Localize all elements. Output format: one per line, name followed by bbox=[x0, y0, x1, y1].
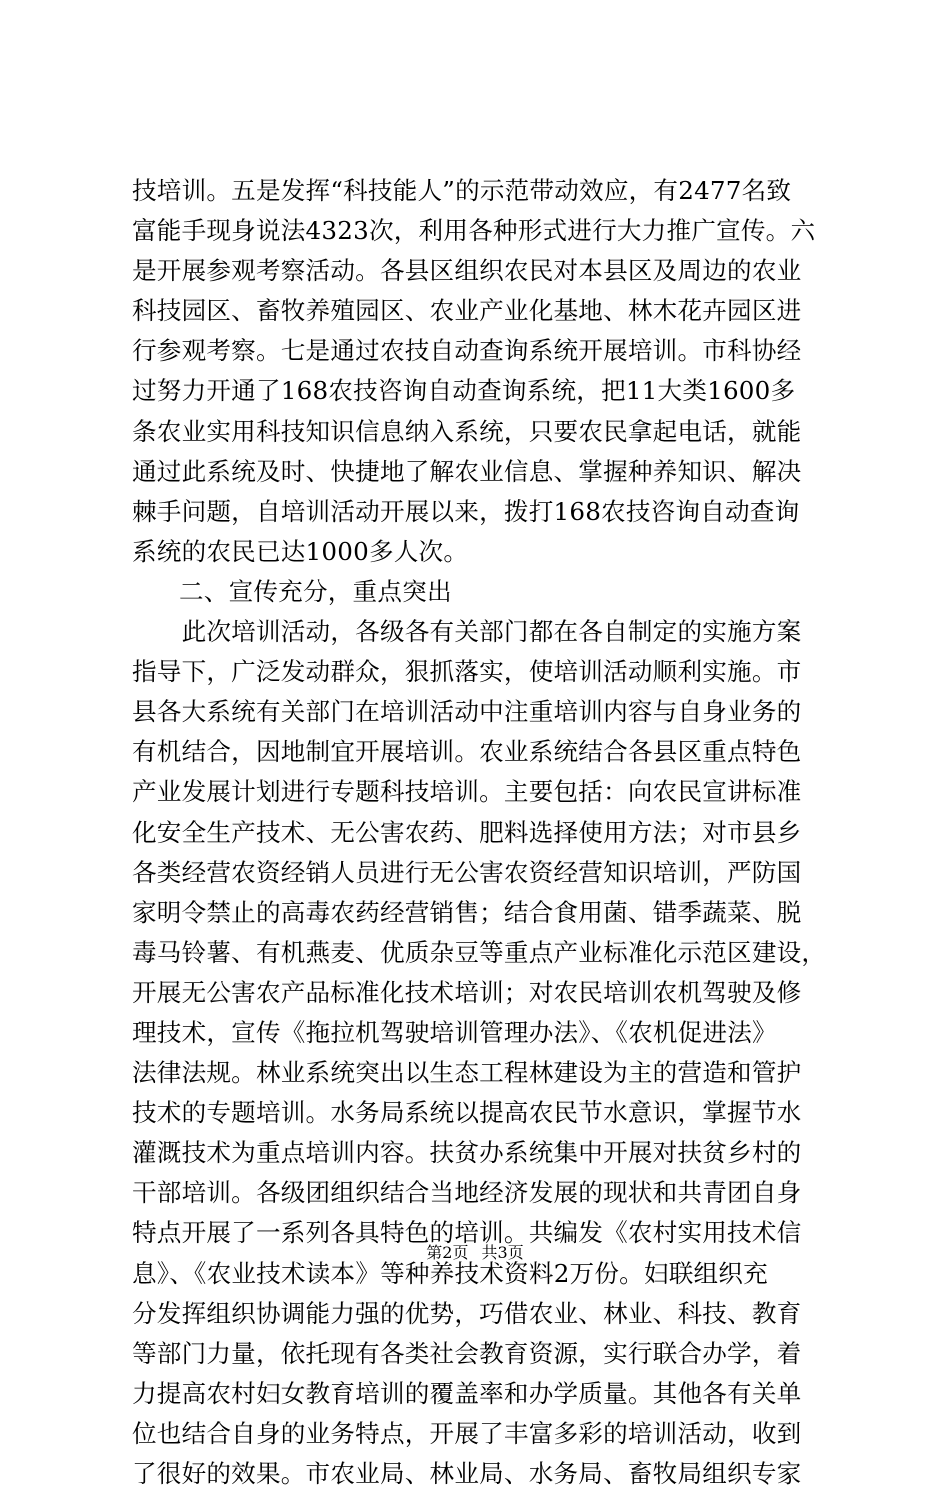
section-line: 开展无公害农产品标准化技术培训；对农民培训农机驾驶及修 bbox=[132, 977, 802, 1007]
section-line: 了很好的效果。市农业局、林业局、水务局、畜牧局组织专家 bbox=[132, 1459, 802, 1488]
section-line: 各类经营农资经销人员进行无公害农资经营知识培训，严防国 bbox=[132, 857, 802, 887]
section-line: 家明令禁止的高毒农药经营销售；结合食用菌、错季蔬菜、脱 bbox=[132, 897, 802, 927]
section-line: 指导下，广泛发动群众，狠抓落实，使培训活动顺利实施。市 bbox=[132, 657, 802, 687]
body-line: 系统的农民已达1000多人次。 bbox=[132, 536, 469, 566]
section-heading: 二、宣传充分，重点突出 bbox=[179, 576, 452, 606]
section-line: 有机结合，因地制宜开展培训。农业系统结合各县区重点特色 bbox=[132, 737, 802, 767]
page-total: 共3页 bbox=[481, 1243, 524, 1262]
body-line: 棘手问题，自培训活动开展以来，拨打168农技咨询自动查询 bbox=[132, 496, 800, 526]
body-line: 过努力开通了168农技咨询自动查询系统，把11大类1600多 bbox=[132, 376, 796, 406]
section-line: 技术的专题培训。水务局系统以提高农民节水意识，掌握节水 bbox=[132, 1098, 802, 1128]
body-line: 条农业实用科技知识信息纳入系统，只要农民拿起电话，就能 bbox=[132, 416, 802, 446]
body-line: 是开展参观考察活动。各县区组织农民对本县区及周边的农业 bbox=[132, 256, 802, 286]
body-line: 技培训。五是发挥“科技能人”的示范带动效应，有2477名致 bbox=[132, 176, 792, 205]
body-line: 富能手现身说法4323次，利用各种形式进行大力推广宣传。六 bbox=[132, 216, 816, 246]
section-line: 特点开展了一系列各具特色的培训。共编发《农村实用技术信 bbox=[132, 1218, 802, 1248]
section-line: 法律法规。林业系统突出以生态工程林建设为主的营造和管护 bbox=[132, 1058, 802, 1088]
page-number: 第2页 bbox=[426, 1243, 469, 1262]
section-line: 灌溉技术为重点培训内容。扶贫办系统集中开展对扶贫乡村的 bbox=[132, 1138, 802, 1168]
section-line: 理技术，宣传《拖拉机驾驶培训管理办法》、《农机促进法》 bbox=[132, 1017, 777, 1047]
page-footer bbox=[0, 1243, 950, 1263]
section-line: 分发挥组织协调能力强的优势，巧借农业、林业、科技、教育 bbox=[132, 1298, 802, 1328]
section-line: 等部门力量，依托现有各类社会教育资源，实行联合办学，着 bbox=[132, 1338, 802, 1368]
section-line: 毒马铃薯、有机燕麦、优质杂豆等重点产业标准化示范区建设， bbox=[132, 937, 827, 967]
section-line: 产业发展计划进行专题科技培训。主要包括：向农民宣讲标准 bbox=[132, 777, 802, 807]
document-body bbox=[132, 171, 832, 1494]
body-line: 科技园区、畜牧养殖园区、农业产业化基地、林木花卉园区进 bbox=[132, 296, 802, 326]
section-line: 息》、《农业技术读本》等种养技术资料2万份。妇联组织充 bbox=[132, 1258, 768, 1288]
section-line: 干部培训。各级团组织结合当地经济发展的现状和共青团自身 bbox=[132, 1178, 802, 1208]
section-line: 力提高农村妇女教育培训的覆盖率和办学质量。其他各有关单 bbox=[132, 1378, 802, 1408]
section-line: 此次培训活动，各级各有关部门都在各自制定的实施方案 bbox=[132, 617, 802, 647]
body-line: 通过此系统及时、快捷地了解农业信息、掌握种养知识、解决 bbox=[132, 456, 802, 486]
body-line: 行参观考察。七是通过农技自动查询系统开展培训。市科协经 bbox=[132, 336, 802, 366]
section-line: 县各大系统有关部门在培训活动中注重培训内容与自身业务的 bbox=[132, 697, 802, 727]
section-line: 化安全生产技术、无公害农药、肥料选择使用方法；对市县乡 bbox=[132, 817, 802, 847]
section-line: 位也结合自身的业务特点，开展了丰富多彩的培训活动，收到 bbox=[132, 1418, 802, 1448]
